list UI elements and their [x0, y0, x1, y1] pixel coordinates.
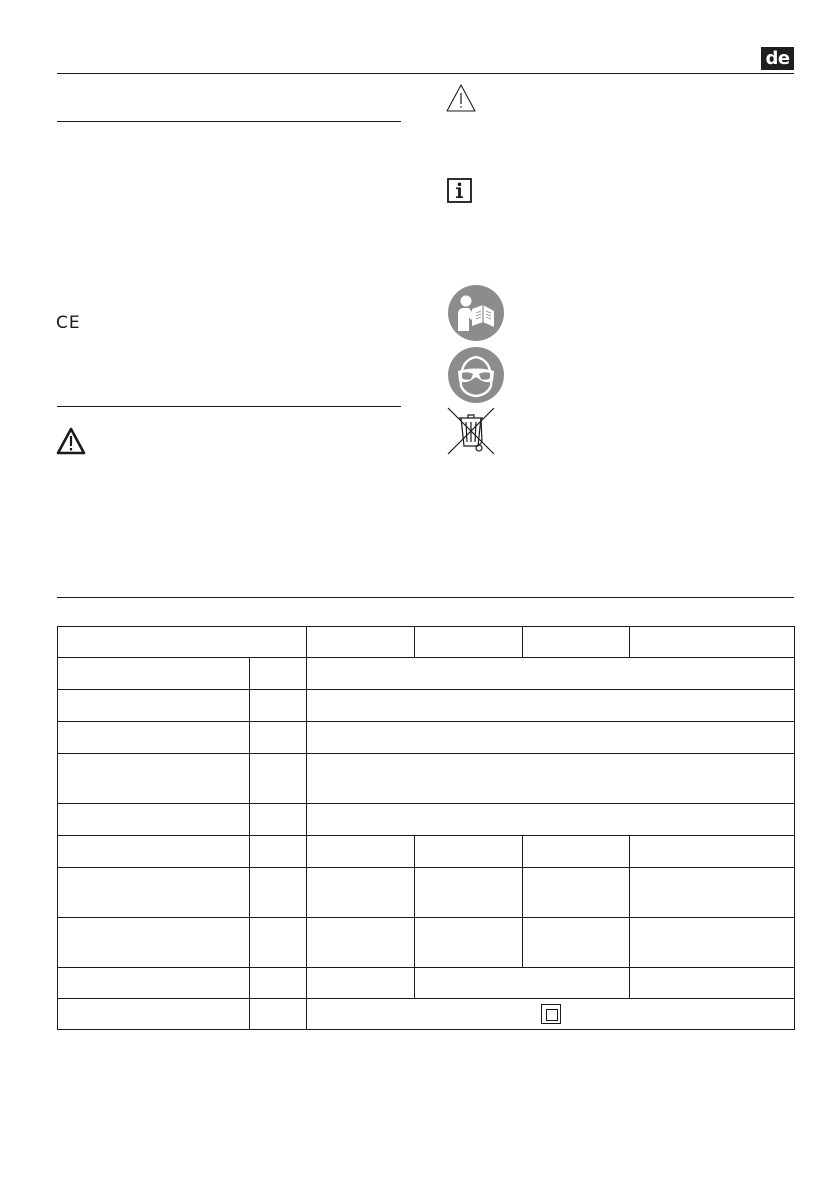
table-row: [58, 836, 795, 868]
table-cell: [58, 658, 250, 690]
table-cell: [415, 868, 523, 918]
table-cell: [58, 804, 250, 836]
header-rule: [57, 73, 794, 74]
table-cell: [307, 918, 415, 968]
table-row: [58, 658, 795, 690]
table-cell: [250, 968, 307, 999]
table-cell: [630, 968, 795, 999]
table-cell: [250, 804, 307, 836]
table-cell: [58, 754, 250, 804]
table-cell: [523, 836, 630, 868]
table-cell: [523, 868, 630, 918]
table-cell: [58, 722, 250, 754]
table-cell: [523, 918, 630, 968]
table-cell: [630, 627, 795, 658]
table-cell: [58, 968, 250, 999]
table-cell: [307, 836, 415, 868]
table-row: [58, 690, 795, 722]
table-cell: [630, 918, 795, 968]
technical-data-table: [57, 626, 795, 1030]
table-cell: [58, 868, 250, 918]
table-cell: [307, 658, 795, 690]
table-row: [58, 999, 795, 1030]
warning-triangle-outline-icon: [445, 83, 477, 113]
table-cell: [250, 658, 307, 690]
table-row: [58, 804, 795, 836]
warning-triangle-icon: [56, 427, 86, 455]
table-cell: [58, 627, 307, 658]
protection-class-ii-icon: [541, 1004, 561, 1024]
table-cell: [415, 627, 523, 658]
read-manual-icon: [447, 284, 505, 342]
table-cell: [58, 690, 250, 722]
table-cell: [250, 918, 307, 968]
table-cell: [307, 627, 415, 658]
table-header-row: [58, 627, 795, 658]
table-cell: [250, 868, 307, 918]
table-cell: [630, 836, 795, 868]
table-row: [58, 722, 795, 754]
table-cell: [250, 836, 307, 868]
table-cell: [250, 999, 307, 1030]
info-icon: [447, 178, 472, 203]
table-cell: [307, 722, 795, 754]
table-cell: [250, 754, 307, 804]
table-cell: [415, 968, 630, 999]
language-badge: de: [761, 47, 794, 70]
table-section-rule: [57, 597, 794, 598]
table-cell: [58, 918, 250, 968]
table-cell: [415, 836, 523, 868]
table-cell: [307, 868, 415, 918]
table-cell: [630, 868, 795, 918]
table-row: [58, 918, 795, 968]
wear-goggles-icon: [447, 346, 505, 404]
table-row: [58, 868, 795, 918]
table-row: [58, 754, 795, 804]
weee-crossed-bin-icon: [446, 406, 496, 456]
table-cell: [58, 836, 250, 868]
left-section-rule-2: [57, 406, 401, 407]
table-cell: [250, 722, 307, 754]
table-row: [58, 968, 795, 999]
table-cell: [307, 690, 795, 722]
table-cell: [523, 627, 630, 658]
table-cell: [58, 999, 250, 1030]
ce-mark: CE: [56, 313, 81, 333]
table-cell: [307, 754, 795, 804]
table-cell: [307, 968, 415, 999]
table-cell: [415, 918, 523, 968]
left-section-rule-1: [57, 121, 401, 122]
table-cell: [250, 690, 307, 722]
protection-class-cell: [307, 999, 795, 1030]
table-cell: [307, 804, 795, 836]
